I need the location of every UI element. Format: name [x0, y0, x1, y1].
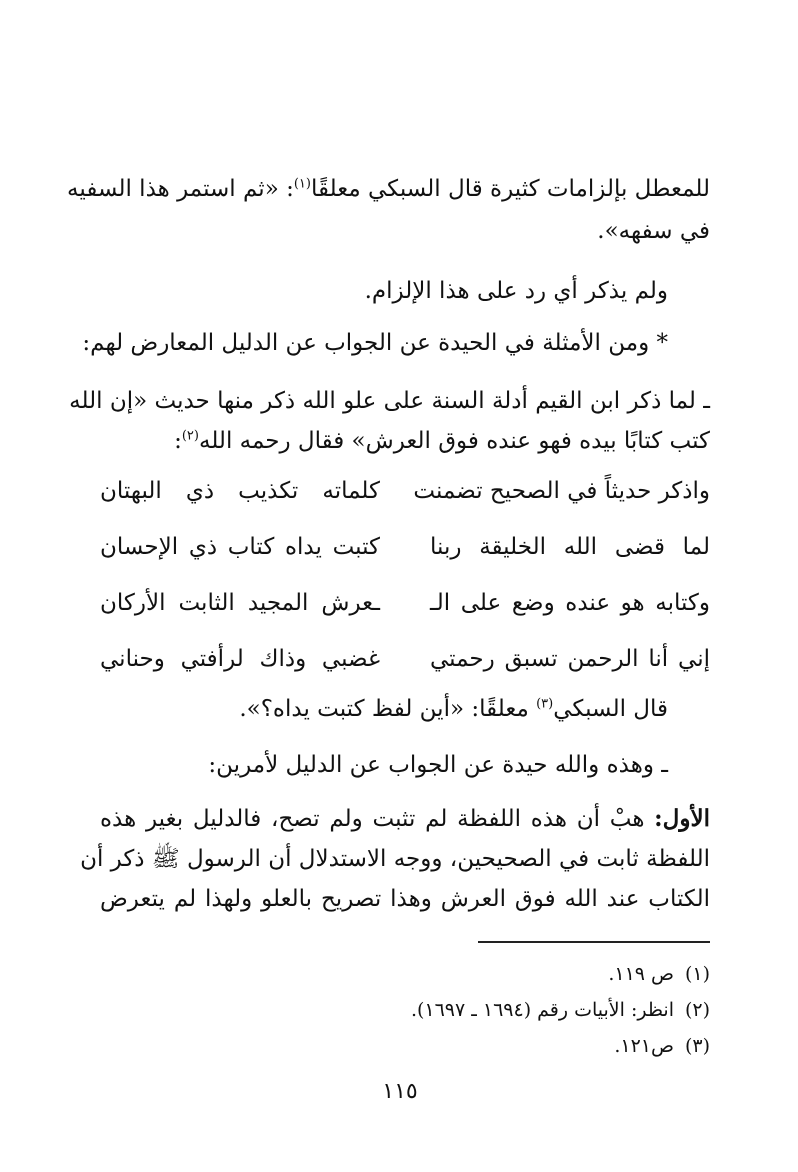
verse-1-first-hemistich: واذكر حديثاً في الصحيح تضمنت [413, 478, 710, 504]
page-number: ١١٥ [382, 1079, 418, 1104]
point-label-first: الأول: [654, 805, 710, 832]
text-line-4: * ومن الأمثلة في الحيدة عن الجواب عن الدليل المعارض لهم: [82, 330, 668, 356]
footnote-ref-3: (٣) [536, 696, 554, 712]
footnote-ref-1: (١) [293, 176, 311, 192]
footnote-3: (٣)ص١٢١. [614, 1035, 710, 1057]
footnote-ref-2: (٢) [181, 428, 199, 444]
verse-4-first-hemistich: إني أنا الرحمن تسبق رحمتي [430, 646, 710, 672]
poem-verse-1 [100, 470, 710, 512]
text-line-8: ـ وهذه والله حيدة عن الجواب عن الدليل لأمرين: [208, 752, 668, 778]
verse-3-second-hemistich: ـعرش المجيد الثابت الأركان [100, 590, 380, 616]
verse-1-second-hemistich: كلماته تكذيب ذي البهتان [100, 478, 380, 504]
text-line-6: كتب كتابًا بيده فهو عنده فوق العرش» فقال رحمه الله$^{(٢)}$: [174, 428, 710, 454]
text-line-1: للمعطل بإلزامات كثيرة قال السبكي معلقًا$^{(١)}$: «ثم استمر هذا السفيه [67, 176, 710, 202]
text-line-9: الأول: هبْ أن هذه اللفظة لم تثبت ولم تصح، فالدليل بغير هذه [100, 805, 710, 832]
footnote-separator [478, 941, 710, 943]
text-line-3: ولم يذكر أي رد على هذا الإلزام. [364, 278, 668, 304]
poem-verse-4 [100, 638, 710, 680]
text-line-11: الكتاب عند الله فوق العرش وهذا تصريح بالعلو ولهذا لم يتعرض [100, 886, 710, 912]
text-line-2: في سفهه». [597, 218, 710, 244]
text-line-10: اللفظة ثابت في الصحيحين، ووجه الاستدلال أن الرسول ﷺ ذكر أن [80, 846, 710, 872]
text-line-5: ـ لما ذكر ابن القيم أدلة السنة على علو الله ذكر منها حديث «إن الله [69, 388, 710, 414]
verse-4-second-hemistich: غضبي وذاك لرأفتي وحناني [100, 646, 380, 672]
verse-3-first-hemistich: وكتابه هو عنده وضع على الـ [430, 590, 710, 616]
text-line-7: قال السبكي$^{(٣)}$ معلقًا: «أين لفظ كتبت يداه؟». [239, 696, 668, 722]
footnote-1: (١)ص ١١٩. [608, 963, 710, 985]
poem-verse-3 [100, 582, 710, 624]
verse-2-second-hemistich: كتبت يداه كتاب ذي الإحسان [100, 534, 380, 560]
verse-2-first-hemistich: لما قضى الله الخليقة ربنا [430, 534, 710, 560]
footnote-2: (٢)انظر: الأبيات رقم (١٦٩٤ ـ ١٦٩٧). [410, 999, 710, 1021]
poem-verse-2 [100, 526, 710, 568]
